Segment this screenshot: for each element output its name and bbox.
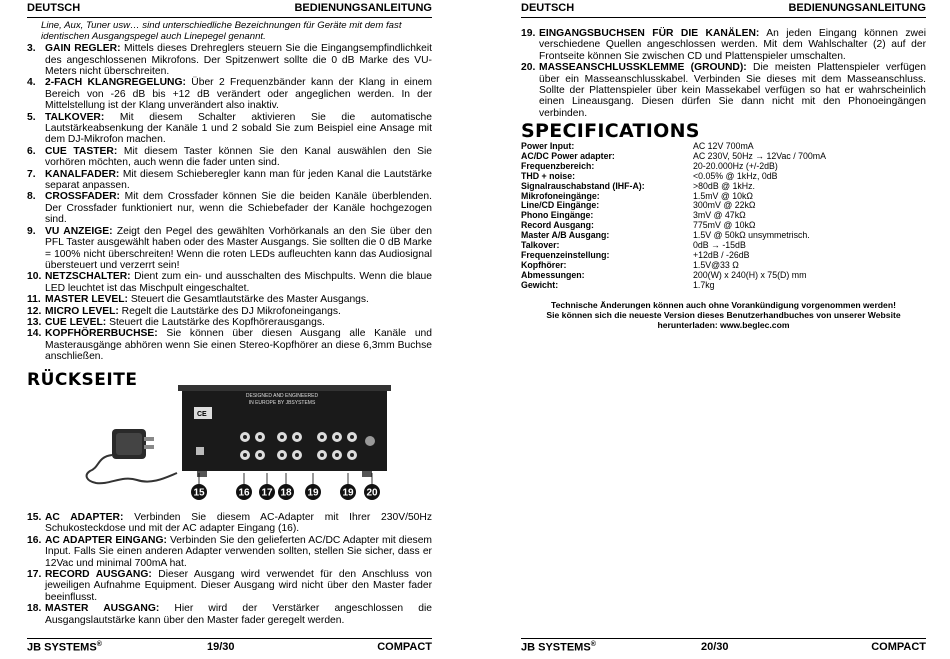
callout-15 — [191, 473, 207, 500]
header-language: DEUTSCH — [521, 2, 575, 14]
item-description: Die meisten Plattenspieler verfügen über ein Masseanschlusskabel. Verbinden Sie dieses mit dem Masseanschluss. Sollte der Plattenspieler über kein Massekabel verfügen so hat er wahrscheinlich einen Lineausgang. Diesen dürfen Sie dann nicht mit den Phonoeingängen verbinden. — [539, 62, 926, 119]
item-description: Mit diesem Schalter aktivieren Sie die automatische Lautstärkeabsenkung der Kanäle 1 und 2 sobald Sie zum Beispiel eine Ansage mit dem DJ-Mikrofon machen. — [45, 111, 432, 146]
list-item — [27, 146, 432, 169]
spec-label: THD + noise: — [521, 170, 576, 181]
spec-label: Talkover: — [521, 240, 560, 251]
list-item — [27, 306, 432, 317]
list-item — [27, 328, 432, 362]
footer-brand: JB SYSTEMS® — [521, 641, 596, 654]
spec-value: 300mV @ 22kΩ — [693, 200, 756, 211]
item-title: NETZSCHALTER: — [45, 271, 131, 283]
item-number: 5. — [27, 111, 36, 123]
item-description: Mit diesem Schieberegler kann man für jeden Kanal die Lautstärke separat anpassen. — [45, 168, 432, 192]
item-description: Mit dem Crossfader können Sie die beiden Kanäle überblenden. Der Crossfader funktioniert nur, wenn die Schiebefader der Kanäle hochgezogen sind. — [45, 191, 432, 226]
spec-value: AC 12V 700mA — [693, 141, 754, 151]
list-item — [27, 112, 432, 146]
item-description: Mittels dieses Drehreglers steuern Sie die Eingangsempfindlichkeit des angeschlossenen Mikrofons. Der Spitzenwert sollte die 0 dB Marke des VU-Meters nicht überschreiten. — [45, 43, 432, 77]
spec-label: Gewicht: — [521, 279, 559, 290]
item-description: Sie können über diesen Ausgang alle Kanäle und Masterausgänge abhören wenn Sie einen Stereo-Kopfhörer an diese 6,3mm Buchse anschließen. — [45, 328, 432, 363]
item-title: 2-FACH KLANGREGELUNG: — [45, 77, 186, 89]
item-title: AC ADAPTER EINGANG: — [45, 534, 167, 546]
item-number: 13. — [27, 316, 42, 328]
item-number: 6. — [27, 145, 36, 157]
spec-value: 775mV @ 10kΩ — [693, 220, 756, 231]
callout-17 — [259, 473, 275, 500]
item-title: AC ADAPTER: — [45, 512, 124, 523]
footer-page-number: 19/30 — [207, 641, 235, 653]
callout-18 — [278, 473, 294, 500]
svg-text:19: 19 — [307, 487, 319, 499]
spec-label: Frequenzbereich: — [521, 160, 595, 171]
spec-value: 20-20.000Hz (+/-2dB) — [693, 160, 778, 171]
item-number: 4. — [27, 77, 36, 89]
intro-note: Line, Aux, Tuner usw… sind unterschiedliche Bezeichnungen für Geräte mit dem fast identischen Ausgangspegel auch Linepegel genannt. — [41, 20, 402, 42]
spec-row — [521, 251, 826, 261]
spec-value: 200(W) x 240(H) x 75(D) mm — [693, 269, 807, 280]
item-title: CUE LEVEL: — [45, 316, 107, 328]
spec-label: Line/CD Eingänge: — [521, 200, 600, 211]
header-rule — [27, 17, 432, 18]
item-title: KOPFHÖRERBUCHSE: — [45, 328, 158, 340]
spec-row — [521, 281, 826, 291]
callout-19 — [340, 473, 356, 500]
section-heading-specifications: SPECIFICATIONS — [521, 120, 700, 142]
spec-value: >80dB @ 1kHz. — [693, 180, 755, 191]
spec-value: 0dB → -15dB — [693, 240, 746, 251]
item-number: 17. — [27, 569, 42, 581]
connections-list — [521, 28, 926, 119]
list-item — [521, 28, 926, 62]
svg-text:CE: CE — [197, 411, 207, 418]
item-title: EINGANGSBUCHSEN FÜR DIE KANÄLEN: — [539, 28, 760, 39]
footer-model: COMPACT — [377, 641, 432, 653]
item-description: Regelt die Lautstärke des DJ Mikrofoneingangs. — [118, 305, 341, 317]
item-number: 7. — [27, 168, 36, 180]
item-title: MASSEANSCHLUSSKLEMME (GROUND): — [539, 62, 747, 74]
list-item — [27, 226, 432, 272]
spec-label: Power Input: — [521, 141, 575, 151]
item-title: VU ANZEIGE: — [45, 225, 113, 237]
item-title: RECORD AUSGANG: — [45, 569, 152, 581]
item-number: 18. — [27, 603, 42, 615]
footer-rule — [521, 638, 926, 639]
item-number: 14. — [27, 328, 42, 340]
item-number: 20. — [521, 62, 536, 74]
list-item — [27, 569, 432, 603]
spec-value: 1.5mV @ 10kΩ — [693, 190, 754, 201]
spec-label: Master A/B Ausgang: — [521, 230, 610, 241]
spec-row — [521, 231, 826, 241]
list-item — [27, 512, 432, 535]
item-description: Verbinden Sie diesem AC-Adapter mit Ihrer 230V/50Hz Schukosteckdose und mit der AC adapter Eingang (16). — [45, 512, 432, 535]
item-description: Steuert die Gesamtlautstärke des Master Ausgangs. — [127, 294, 369, 306]
list-item — [27, 603, 432, 626]
item-title: CUE TASTER: — [45, 145, 118, 157]
header-language: DEUTSCH — [27, 2, 81, 14]
spec-value: <0.05% @ 1kHz, 0dB — [693, 170, 778, 181]
spec-row — [521, 271, 826, 281]
header-title: BEDIENUNGSANLEITUNG — [788, 2, 926, 14]
spec-label: Signalrauschabstand (IHF-A): — [521, 180, 645, 191]
footer-model: COMPACT — [871, 641, 926, 653]
item-title: GAIN REGLER: — [45, 43, 121, 55]
spec-value: 3mV @ 47kΩ — [693, 210, 746, 221]
right-page — [521, 0, 926, 659]
item-number: 19. — [521, 28, 536, 39]
spec-value: +12dB / -26dB — [693, 249, 750, 260]
rear-controls-list — [27, 512, 432, 626]
spec-label: Phono Eingänge: — [521, 210, 594, 221]
spec-label: Mikrofoneingänge: — [521, 190, 600, 201]
footer-rule — [27, 638, 432, 639]
page-header — [521, 2, 926, 17]
list-item — [27, 271, 432, 294]
list-item — [27, 77, 432, 111]
item-description: Verbinden Sie den gelieferten AC/DC Adapter mit diesem Input. Falls Sie einen anderen Adapter verwenden sollten, stellen Sie sicher, dass er 12Vac und minimal 700mA hat. — [45, 534, 433, 569]
specifications-table — [521, 142, 826, 291]
change-notice: Technische Änderungen können auch ohne Vorankündigung vorgenommen werden! — [551, 300, 896, 310]
callout-20 — [364, 473, 380, 500]
list-item — [27, 294, 432, 305]
spec-label: Abmessungen: — [521, 269, 585, 280]
callout-labels — [191, 473, 380, 500]
item-title: TALKOVER: — [45, 111, 105, 123]
spec-value: 1.5V@33 Ω — [693, 259, 739, 270]
callout-19 — [305, 473, 321, 500]
page-header — [27, 2, 432, 17]
spec-label: Kopfhörer: — [521, 259, 567, 270]
item-title: KANALFADER: — [45, 168, 120, 180]
list-item — [27, 169, 432, 192]
website-notice: Sie können sich die neueste Version dieses Benutzerhandbuches von unserer Website — [546, 310, 901, 320]
footer-brand: JB SYSTEMS® — [27, 641, 102, 654]
item-number: 15. — [27, 512, 42, 523]
svg-text:17: 17 — [261, 487, 273, 499]
spec-value: 1.5V @ 50kΩ unsymmetrisch. — [693, 230, 810, 241]
item-description: Steuert die Lautstärke des Kopfhörerausgangs. — [106, 316, 325, 328]
item-title: MICRO LEVEL: — [45, 305, 119, 317]
spec-label: Record Ausgang: — [521, 220, 594, 231]
item-number: 8. — [27, 191, 36, 203]
item-title: CROSSFADER: — [45, 191, 120, 203]
item-description: Mit diesem Taster können Sie den Kanal auswählen den Sie vorhören möchten, auch wenn die fader unten sind. — [45, 145, 433, 169]
footer-page-number: 20/30 — [701, 641, 729, 653]
ac-adapter-illustration — [87, 429, 177, 483]
list-item — [521, 62, 926, 119]
website-url: herunterladen: www.beglec.com — [657, 320, 790, 330]
item-title: MASTER AUSGANG: — [45, 603, 160, 615]
left-page — [27, 0, 432, 659]
section-heading-rueckseite: RÜCKSEITE — [27, 370, 138, 390]
svg-text:18: 18 — [280, 487, 292, 499]
item-description: Hier wird der Verstärker angeschlossen die Ausgangslautstärke kann über den Master fader geregelt werden. — [45, 603, 432, 626]
rear-panel-figure — [82, 385, 417, 503]
svg-text:19: 19 — [342, 487, 354, 499]
rear-brand-line-1: DESIGNED AND ENGINEERED — [245, 393, 319, 399]
item-description: An jeden Eingang können zwei verschiedene Quellen angeschlossen werden. Mit dem Wahlschalter (2) auf der Frontseite können Sie zwischen CD und Plattenspieler umschalten. — [539, 28, 926, 62]
list-item — [27, 191, 432, 225]
item-number: 11. — [27, 294, 41, 306]
header-rule — [521, 17, 926, 18]
list-item — [27, 317, 432, 328]
list-item — [27, 43, 432, 77]
item-description: Über 2 Frequenzbänder kann der Klang in einem Bereich von -26 dB bis +12 dB verändert oder angeglichen werden. In der Mittelstellung ist der Klang unverändert also inaktiv. — [45, 77, 432, 112]
rear-brand-line-2: IN EUROPE BY JBSYSTEMS — [248, 400, 316, 406]
item-description: Zeigt den Pegel des gewählten Vorhörkanals an den Sie über den PFL Taster ausgewählt haben oder des Master Ausgangs. Sie sollten die 0 dB Marke = 100% nicht überschreiten! Wenn die roten LEDs aufleuchten kann das Audiosignal übersteuert und verzerrt sein! — [45, 225, 432, 271]
item-title: MASTER LEVEL: — [45, 294, 128, 306]
svg-text:16: 16 — [238, 487, 250, 499]
controls-list — [27, 21, 432, 363]
item-number: 12. — [27, 305, 42, 317]
header-title: BEDIENUNGSANLEITUNG — [294, 2, 432, 14]
item-number: 3. — [27, 43, 36, 55]
item-description: Dient zum ein- und ausschalten des Mischpults. Wenn die blaue LED leuchtet ist das Mischpult eingeschaltet. — [45, 271, 432, 294]
item-number: 16. — [27, 534, 42, 546]
list-item — [27, 535, 432, 569]
spec-label: Frequenzeinstellung: — [521, 249, 610, 260]
item-number: 9. — [27, 225, 36, 237]
svg-text:15: 15 — [193, 487, 205, 499]
item-number: 10. — [27, 271, 42, 283]
svg-text:20: 20 — [366, 487, 378, 499]
spec-value: 1.7kg — [693, 279, 715, 290]
spec-value: AC 230V, 50Hz → 12Vac / 700mA — [693, 150, 827, 161]
spec-label: AC/DC Power adapter: — [521, 150, 615, 161]
callout-16 — [236, 473, 252, 500]
item-description: Dieser Ausgang wird verwendet für den Anschluss von jeweiligen Aufnahme Equipment. Dieser Ausgang wird nicht über den Master fader beeinflusst. — [45, 569, 432, 603]
